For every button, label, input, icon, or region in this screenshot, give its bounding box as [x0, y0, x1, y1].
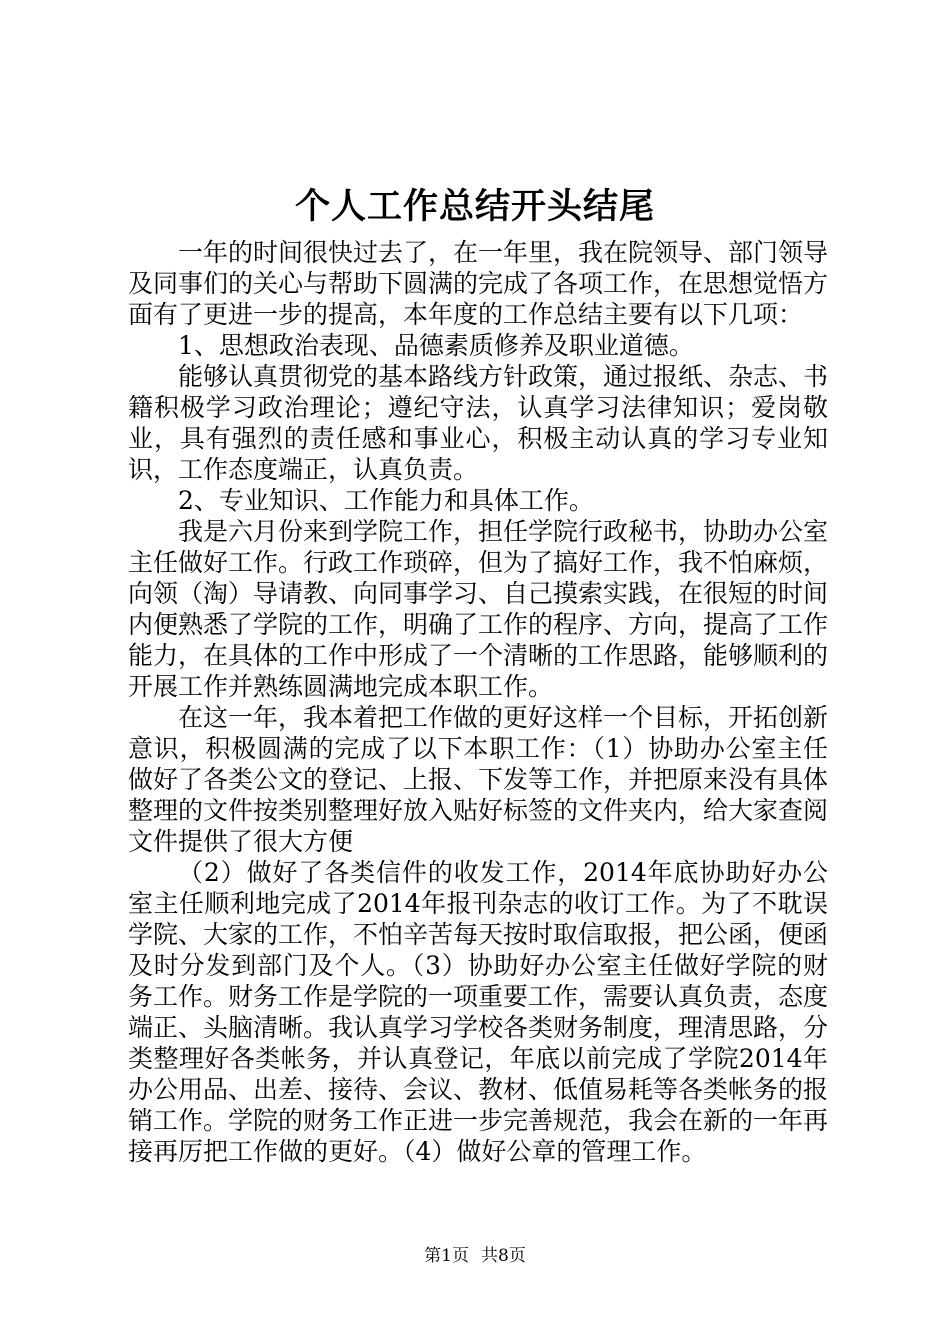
page-footer	[0, 1244, 950, 1268]
paragraph-duties: 在这一年，我本着把工作做的更好这样一个目标，开拓创新意识，积极圆满的完成了以下本职工作：（1）协助办公室主任做好了各类公文的登记、上报、下发等工作，并把原来没有具体整理的文件按类别整理好放入贴好标签的文件夹内，给大家查阅文件提供了很大方便	[128, 703, 829, 856]
page-total: 共8页	[481, 1246, 526, 1266]
document-title: 个人工作总结开头结尾	[294, 186, 655, 227]
paragraph-ideology: 能够认真贯彻党的基本路线方针政策，通过报纸、杂志、书籍积极学习政治理论；遵纪守法，认真学习法律知识；爱岗敬业，具有强烈的责任感和事业心，积极主动认真的学习专业知识，工作态度端正，认真负责。	[128, 362, 829, 484]
paragraph-work-intro: 我是六月份来到学院工作，担任学院行政秘书，协助办公室主任做好工作。行政工作琐碎，但为了搞好工作，我不怕麻烦，向领（淘）导请教、向同事学习、自己摸索实践，在很短的时间内便熟悉了学院的工作，明确了工作的程序、方向，提高了工作能力，在具体的工作中形成了一个清晰的工作思路，能够顺利的开展工作并熟练圆满地完成本职工作。	[128, 517, 829, 701]
section-heading-2: 2、专业知识、工作能力和具体工作。	[178, 486, 594, 515]
paragraph-duties-continued: （2）做好了各类信件的收发工作，2014年底协助好办公室主任顺利地完成了2014年报刊杂志的收订工作。为了不耽误学院、大家的工作，不怕辛苦每天按时取信取报，把公函，便函及时分发到部门及个人。（3）协助好办公室主任做好学院的财务工作。财务工作是学院的一项重要工作，需要认真负责，态度端正、头脑清晰。我认真学习学校各类财务制度，理清思路，分类整理好各类帐务，并认真登记，年底以前完成了学院2014年办公用品、出差、接待、会议、教材、低值易耗等各类帐务的报销工作。学院的财务工作正进一步完善规范，我会在新的一年再接再厉把工作做的更好。（4）做好公章的管理工作。	[128, 858, 829, 1166]
document-body	[128, 237, 828, 1167]
section-heading-1: 1、思想政治表现、品德素质修养及职业道德。	[178, 331, 694, 360]
page-number: 第1页	[424, 1246, 469, 1266]
paragraph-intro: 一年的时间很快过去了，在一年里，我在院领导、部门领导及同事们的关心与帮助下圆满的完成了各项工作，在思想觉悟方面有了更进一步的提高，本年度的工作总结主要有以下几项：	[128, 238, 829, 329]
